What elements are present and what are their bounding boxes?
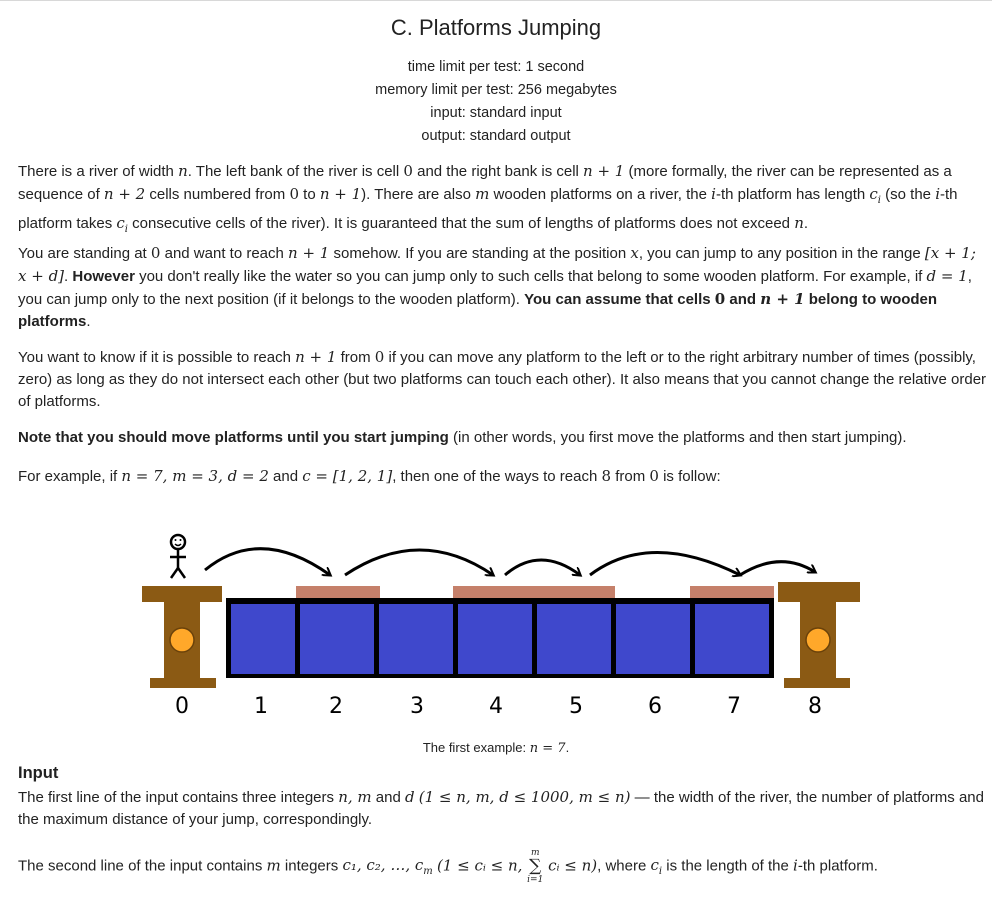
cell-label: 7 xyxy=(727,694,741,719)
math-constraint: (1 ≤ n, m, d ≤ 1000, m ≤ n) xyxy=(418,788,631,806)
math-d: d xyxy=(404,788,415,806)
example-figure xyxy=(0,520,992,720)
text: and xyxy=(371,789,405,806)
text: to xyxy=(299,186,320,203)
math-example-params: n = 7, m = 3, d = 2 xyxy=(121,467,269,485)
math-m: m xyxy=(475,185,490,203)
problem-title: C. Platforms Jumping xyxy=(390,15,602,40)
math-n-plus-1: n + 1 xyxy=(295,348,337,366)
text: . xyxy=(803,215,809,232)
statement-paragraph-1 xyxy=(18,160,988,241)
statement-paragraph-3 xyxy=(18,346,988,413)
water-cell-7 xyxy=(695,604,769,674)
math-ci xyxy=(116,214,128,235)
jump-arrow-icon xyxy=(345,550,493,575)
math-c: c xyxy=(869,185,878,203)
text: . xyxy=(64,268,73,285)
text: is the length of the xyxy=(662,857,794,875)
math-d-eq-1: d = 1 xyxy=(926,267,968,285)
math-zero: 0 xyxy=(289,185,299,203)
cell-label: 4 xyxy=(489,694,503,719)
text: -th platform. xyxy=(797,857,878,875)
water-cell-1 xyxy=(231,604,295,674)
input-section-title: Input xyxy=(18,764,59,782)
text: You want to know if it is possible to reach xyxy=(18,349,296,366)
statement-paragraph-2 xyxy=(18,242,988,333)
bold-text: However xyxy=(72,268,135,285)
person-icon xyxy=(170,535,186,578)
water-cell-4 xyxy=(458,604,532,674)
math-range: [x + 1; x + d] xyxy=(18,244,976,285)
statement-paragraph-4 xyxy=(18,427,988,449)
water-cell-6 xyxy=(616,604,690,674)
text: you don't really like the water so you can jump only to such cells that belong to some wooden platform. For example, if xyxy=(134,268,927,285)
time-limit: time limit per test: 1 second xyxy=(407,59,585,75)
sum-lower: i=1 xyxy=(527,875,544,885)
math-n-plus-1: n + 1 xyxy=(583,162,625,180)
output-spec: output: standard output xyxy=(421,128,571,144)
cell-labels xyxy=(175,694,822,719)
math-zero: 0 xyxy=(403,162,413,180)
jump-arrows xyxy=(205,549,815,575)
platform-2 xyxy=(453,586,615,598)
math-zero: 0 xyxy=(649,467,659,485)
text: , you can jump only to the next position (if it belongs to the wooden platform). xyxy=(18,268,972,308)
sum-upper: m xyxy=(530,848,540,858)
jump-arrow-icon xyxy=(740,562,815,575)
statement-paragraph-5 xyxy=(18,465,988,488)
cell-label: 6 xyxy=(648,694,662,719)
text: somehow. If you are standing at the position xyxy=(329,245,631,262)
math-sub: i xyxy=(877,195,881,206)
text: For example, if xyxy=(18,468,122,485)
math-c: c xyxy=(116,214,125,232)
text: (in other words, you first move the platforms and then start jumping). xyxy=(448,429,907,446)
cell-label: 0 xyxy=(175,694,189,719)
math-n-m: n, m xyxy=(338,788,372,806)
math-n-plus-1: n + 1 xyxy=(760,290,805,308)
math-zero: 0 xyxy=(714,290,726,308)
text: ). There are also xyxy=(361,186,476,203)
text: (so the xyxy=(881,186,936,203)
math-i: i xyxy=(793,856,798,875)
math-zero: 0 xyxy=(374,348,385,366)
bold-text: You can assume that cells xyxy=(524,291,715,308)
text: -th platform takes xyxy=(18,186,958,232)
text: from xyxy=(611,468,650,485)
text: if you can move any platform to the left or to the right arbitrary number of times (possibly, zero) as long as they do not intersect each other (but two platforms can touch each other). It also means that you cannot change the relative order of platforms. xyxy=(18,349,987,410)
sum-icon xyxy=(527,848,543,885)
jump-arrow-icon xyxy=(205,549,330,575)
text: and the right bank is cell xyxy=(412,163,584,180)
cell-label: 2 xyxy=(329,694,343,719)
math-i: i xyxy=(935,185,941,203)
jump-arrow-icon xyxy=(505,560,580,575)
text: The first example: xyxy=(422,740,530,755)
bold-text: Note that you should move platforms until you start jumping xyxy=(18,429,449,446)
math-n: n xyxy=(178,162,188,180)
text: . xyxy=(565,740,570,755)
text: wooden platforms on a river, the xyxy=(489,186,712,203)
text: is follow: xyxy=(658,468,721,485)
math-ci xyxy=(650,856,663,878)
text: , where xyxy=(597,857,651,875)
text: cells numbered from xyxy=(145,186,290,203)
sigma: ∑ xyxy=(529,856,542,876)
jump-arrow-icon xyxy=(590,553,740,576)
top-divider xyxy=(0,0,992,1)
math-eight: 8 xyxy=(601,467,612,485)
math-sub: i xyxy=(124,224,128,235)
cell-label: 5 xyxy=(569,694,583,719)
text: , then one of the ways to reach xyxy=(392,468,602,485)
text: (more formally, the river can be represented as a sequence of xyxy=(18,163,952,203)
platform-3 xyxy=(690,586,774,598)
water-cell-3 xyxy=(379,604,453,674)
text: . The left bank of the river is cell xyxy=(187,163,404,180)
text: The second line of the input contains xyxy=(18,857,267,875)
text: consecutive cells of the river). It is guaranteed that the sum of lengths of platforms does not exceed xyxy=(127,215,795,232)
input-line-2 xyxy=(18,848,988,885)
math-n-plus-2: n + 2 xyxy=(103,185,146,203)
memory-limit: memory limit per test: 256 megabytes xyxy=(375,82,617,98)
text: integers xyxy=(280,857,343,875)
cell-label: 3 xyxy=(410,694,424,719)
water-cell-2 xyxy=(300,604,374,674)
figure-caption xyxy=(0,740,992,756)
text: You are standing at xyxy=(18,245,151,262)
math-c: c xyxy=(650,856,659,875)
math-ci xyxy=(869,185,881,206)
math-i: i xyxy=(711,185,716,203)
cell-label: 8 xyxy=(808,694,822,719)
text: from xyxy=(336,349,375,366)
problem-header xyxy=(0,14,992,148)
input-line-1 xyxy=(18,786,988,831)
math-n-eq-7: n = 7 xyxy=(529,741,566,756)
math-n: n xyxy=(794,214,804,232)
left-bank xyxy=(142,586,222,688)
bold-text: and xyxy=(725,291,761,308)
math-seq: c₁, c₂, …, c xyxy=(342,856,424,875)
right-bank xyxy=(778,582,860,688)
text: , you can jump to any position in the range xyxy=(638,245,925,262)
math-sub: m xyxy=(423,866,433,878)
math-m: m xyxy=(266,856,281,875)
water-cell-5 xyxy=(537,604,611,674)
math-c-array: c = [1, 2, 1] xyxy=(302,467,393,485)
river-diagram xyxy=(0,520,992,720)
text: -th platform has length xyxy=(715,186,870,203)
math-constraint-start: (1 ≤ cᵢ ≤ n, xyxy=(436,856,528,875)
cell-label: 1 xyxy=(254,694,268,719)
math-sequence xyxy=(342,856,433,878)
bold-text: belong to wooden platforms xyxy=(18,291,938,330)
math-x: x xyxy=(630,244,639,262)
platform-1 xyxy=(296,586,380,598)
math-constraint-end: cᵢ ≤ n) xyxy=(543,856,598,875)
text: There is a river of width xyxy=(18,163,179,180)
math-n-plus-1: n + 1 xyxy=(319,185,362,203)
math-n-plus-1: n + 1 xyxy=(288,244,330,262)
math-sub: i xyxy=(658,866,663,878)
text: and xyxy=(268,468,303,485)
input-spec: input: standard input xyxy=(430,105,562,121)
text: The first line of the input contains three integers xyxy=(18,789,339,806)
math-zero: 0 xyxy=(150,244,161,262)
text: — the width of the river, the number of platforms and the maximum distance of your jump, correspondingly. xyxy=(18,789,984,828)
text: and want to reach xyxy=(160,245,289,262)
text: . xyxy=(86,313,91,330)
